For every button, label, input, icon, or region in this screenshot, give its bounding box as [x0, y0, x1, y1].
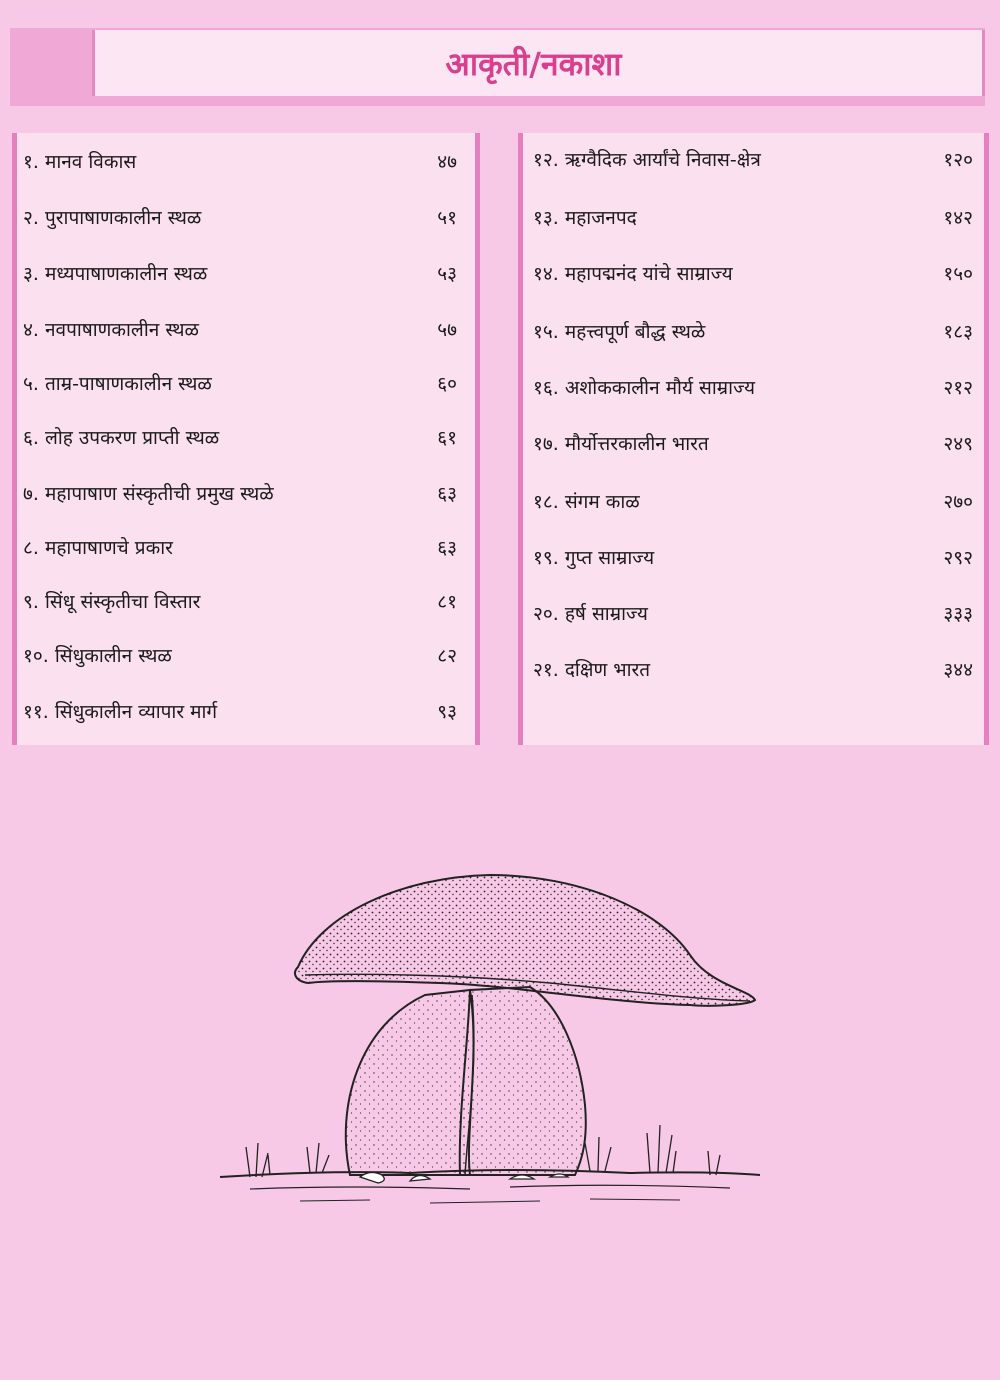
list-item[interactable]: [523, 649, 985, 689]
page-number: ३४४: [943, 659, 973, 681]
page-number: १८३: [943, 321, 973, 343]
list-item[interactable]: [523, 537, 985, 577]
page-number: २७०: [943, 491, 973, 513]
page-number: १४२: [943, 207, 973, 229]
entry-label: २१. दक्षिण भारत: [533, 659, 651, 681]
entry-label: १२. ऋग्वैदिक आर्यांचे निवास-क्षेत्र: [533, 149, 761, 171]
entry-label: ८. महापाषाणचे प्रकार: [23, 537, 173, 559]
entry-label: १९. गुप्त साम्राज्य: [533, 547, 655, 569]
entry-label: ६. लोह उपकरण प्राप्ती स्थळ: [23, 427, 220, 449]
list-item[interactable]: [523, 367, 985, 407]
page-number: ९३: [437, 701, 457, 723]
page-number: ५१: [437, 207, 457, 229]
list-item[interactable]: [17, 363, 475, 403]
entry-label: १६. अशोककालीन मौर्य साम्राज्य: [533, 377, 755, 399]
megalith-illustration: [210, 855, 770, 1255]
page-number: ५७: [437, 319, 457, 341]
page-title: आकृती/नकाशा: [445, 44, 622, 83]
list-item[interactable]: [523, 311, 985, 351]
entry-label: २०. हर्ष साम्राज्य: [533, 603, 648, 625]
header-box: [92, 30, 985, 96]
page-number: २४९: [943, 433, 973, 455]
entry-label: १०. सिंधुकालीन स्थळ: [23, 645, 172, 667]
list-item[interactable]: [523, 197, 985, 237]
support-stone-left: [346, 990, 474, 1175]
page-number: ३३३: [943, 603, 973, 625]
entry-label: ११. सिंधुकालीन व्यापार मार्ग: [23, 701, 218, 723]
list-item[interactable]: [523, 593, 985, 633]
page-number: ८२: [437, 645, 457, 667]
page-number: ८१: [437, 591, 457, 613]
page-number: २९२: [943, 547, 973, 569]
page-number: ६०: [437, 373, 457, 395]
list-item[interactable]: [17, 527, 475, 567]
list-item[interactable]: [17, 581, 475, 621]
list-item[interactable]: [17, 197, 475, 237]
entry-label: १५. महत्त्वपूर्ण बौद्ध स्थळे: [533, 321, 706, 343]
page-number: ४७: [437, 151, 457, 173]
support-stone-right: [460, 987, 586, 1175]
page-number: १५०: [943, 263, 973, 285]
list-item[interactable]: [17, 141, 475, 181]
contents-list-left: [12, 133, 480, 745]
entry-label: १. मानव विकास: [23, 151, 137, 173]
page-number: ६३: [437, 483, 457, 505]
capstone: [295, 875, 755, 1006]
list-item[interactable]: [17, 309, 475, 349]
list-item[interactable]: [17, 691, 475, 731]
page-number: ६३: [437, 537, 457, 559]
entry-label: २. पुरापाषाणकालीन स्थळ: [23, 207, 202, 229]
entry-label: १७. मौर्योत्तरकालीन भारत: [533, 433, 709, 455]
list-item[interactable]: [17, 417, 475, 457]
list-item[interactable]: [523, 253, 985, 293]
list-item[interactable]: [17, 253, 475, 293]
entry-label: १८. संगम काळ: [533, 491, 640, 513]
list-item[interactable]: [523, 139, 985, 179]
entry-label: ४. नवपाषाणकालीन स्थळ: [23, 319, 199, 341]
contents-list-right: [518, 133, 985, 745]
entry-label: ९. सिंधू संस्कृतीचा विस्तार: [23, 591, 201, 613]
entry-label: ७. महापाषाण संस्कृतीची प्रमुख स्थळे: [23, 483, 274, 505]
list-item[interactable]: [523, 423, 985, 463]
entry-label: १४. महापद्मनंद यांचे साम्राज्य: [533, 263, 733, 285]
page-number: ६१: [437, 427, 457, 449]
list-item[interactable]: [17, 635, 475, 675]
entry-label: ३. मध्यपाषाणकालीन स्थळ: [23, 263, 208, 285]
page-number: ५३: [437, 263, 457, 285]
list-item[interactable]: [17, 473, 475, 513]
entry-label: १३. महाजनपद: [533, 207, 637, 229]
entry-label: ५. ताम्र-पाषाणकालीन स्थळ: [23, 373, 212, 395]
page-number: १२०: [943, 149, 973, 171]
list-item[interactable]: [523, 481, 985, 521]
page-number: २१२: [943, 377, 973, 399]
